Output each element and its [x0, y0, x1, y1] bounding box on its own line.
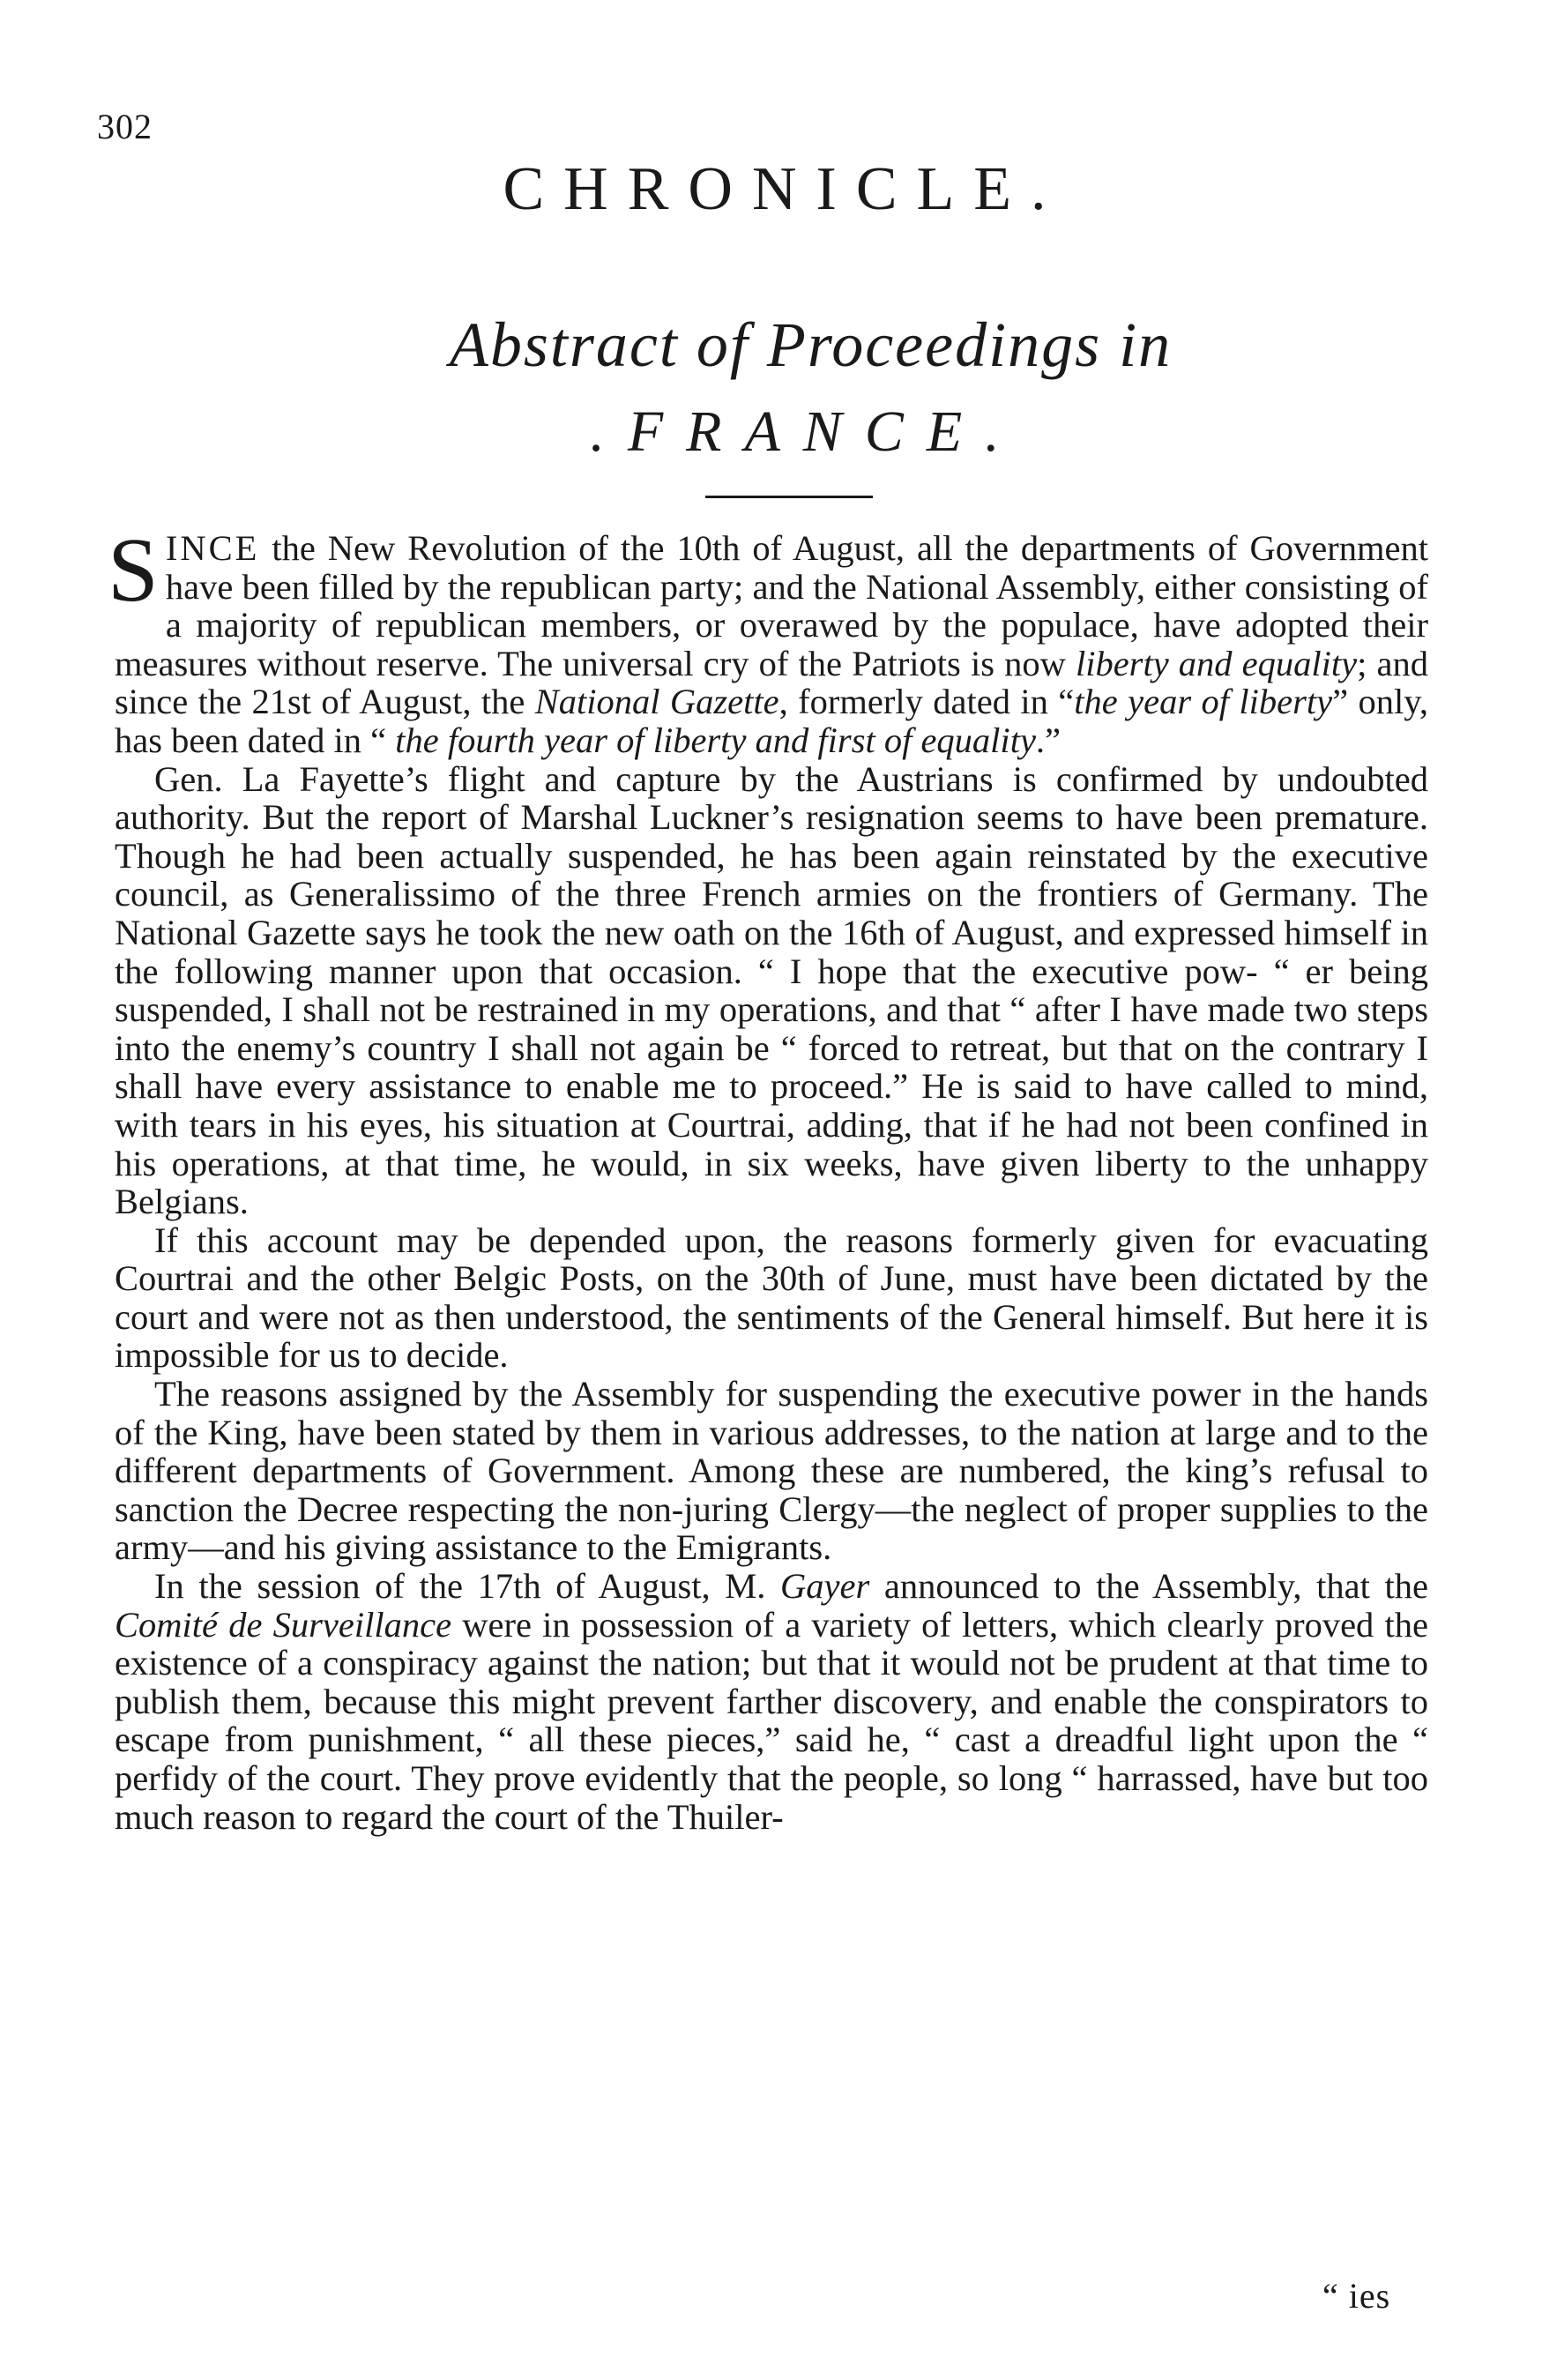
paragraph-5: [115, 1567, 1428, 1836]
paragraph-5-italic-2: Comité de Surveillance: [115, 1604, 452, 1645]
paragraph-1-italic-1: liberty and equality: [1075, 643, 1358, 683]
paragraph-1-text-5: .”: [1035, 720, 1062, 760]
drop-cap: S: [108, 519, 159, 621]
paragraph-1-text-1: the New Revolution of the 10th of August, all the departments of Government have been filled by the republican party; and the National Assembly, either consisting of a majority of republican members, or overawed by the populace, have adopted their measures without reserve. The universal cry of the Patriots is now: [115, 528, 1428, 683]
paragraph-3: If this account may be depended upon, the reasons formerly given for evacuating Courtrai and the other Belgic Posts, on the 30th of June, must have been dictated by the court and were not as then understood, the sentiments of the General himself. But here it is impossible for us to decide.: [115, 1220, 1428, 1376]
paragraph-1-lead: INCE: [165, 528, 260, 568]
article-title-line-2: .FRANCE.: [590, 399, 1023, 464]
paragraph-1-text-2: ; and since the 21st of August, the: [115, 643, 1428, 722]
running-head: CHRONICLE.: [503, 155, 1066, 223]
paragraph-1-italic-2: National Gazette: [534, 682, 779, 722]
catchword: “ ies: [1322, 2276, 1391, 2316]
paragraph-4: The reasons assigned by the Assembly for suspending the executive power in the hands of the King, have been stated by them in various addresses, to the nation at large and to the different departments of Government. Among these are numbered, the king’s refusal to sanction the Decree respecting the non-juring Clergy—the neglect of proper supplies to the army—and his giving assistance to the Emigrants.: [115, 1374, 1428, 1568]
paragraph-2: Gen. La Fayette’s flight and capture by the Austrians is confirmed by undoubted authority. But the report of Marshal Luckner’s resignation seems to have been premature. Though he had been actually suspended, he has been again reinstated by the executive council, as Generalissimo of the three French armies on the frontiers of Germany. The National Gazette says he took the new oath on the 16th of August, and expressed himself in the following manner upon that occasion. “ I hope that the executive pow- “ er being suspended, I shall not be restrained in my operations, and that “ after I have made two steps into the enemy’s country I shall not again be “ forced to retreat, but that on the contrary I shall have every assistance to enable me to proceed.” He is said to have called to mind, with tears in his eyes, his situation at Courtrai, adding, that if he had not been confined in his operations, at that time, he would, in six weeks, have given liberty to the unhappy Belgians.: [115, 758, 1428, 1222]
paragraph-1-italic-4: the fourth year of liberty and first of equality: [395, 720, 1036, 760]
paragraph-5-text-3: were in possession of a variety of letters, which clearly proved the existence of a conspiracy against the nation; but that it would not be prudent at that time to publish them, because this might prevent farther discovery, and enable the conspirators to escape from punishment, “ all these pieces,” said he, “ cast a dreadful light upon the “ perfidy of the court. They prove evidently that the people, so long “ harrassed, have but too much reason to regard the court of the Thuiler-: [115, 1604, 1428, 1837]
paragraph-1-italic-3: the year of liberty: [1074, 682, 1333, 722]
page-number: 302: [97, 107, 153, 146]
paragraph-5-text-2: announced to the Assembly, that the: [869, 1566, 1428, 1607]
paragraph-1-text-4: ” only, has been dated in “: [115, 682, 1428, 760]
paragraph-1-text-3: , formerly dated in “: [778, 682, 1075, 722]
article-title-line-1: Abstract of Proceedings in: [449, 310, 1173, 380]
paragraph-1: [108, 519, 1428, 760]
article-body: [108, 519, 1428, 1837]
paragraph-5-italic-1: Gayer: [780, 1566, 870, 1607]
paragraph-5-text-1: In the session of the 17th of August, M.: [154, 1566, 781, 1607]
title-rule-divider: [705, 496, 873, 498]
